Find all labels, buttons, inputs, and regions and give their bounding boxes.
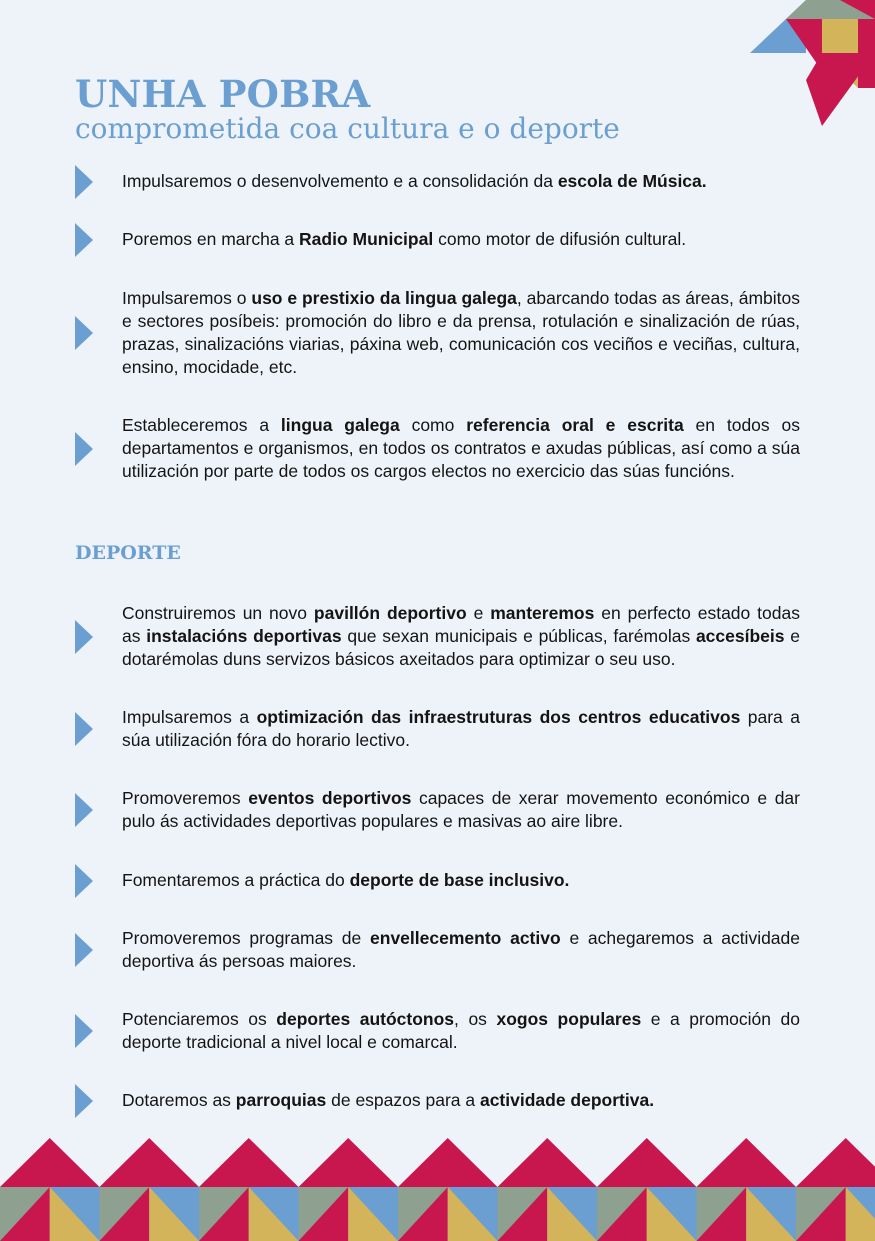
bold-text: actividade deportiva. — [479, 1090, 655, 1110]
text-segment: Estableceremos a — [122, 415, 281, 435]
page-title: UNHA POBRA — [75, 72, 371, 116]
triangle-bullet-icon — [75, 864, 93, 898]
item-text — [122, 787, 800, 833]
item-text — [122, 1089, 800, 1112]
text-segment: como — [399, 415, 467, 435]
item-text — [122, 1008, 800, 1054]
list-item — [75, 1008, 800, 1054]
text-segment: que sexan municipais e públicas, farémolas — [341, 626, 696, 646]
text-segment: Impulsaremos o — [122, 288, 252, 308]
list-item — [75, 602, 800, 671]
text-segment: e a promoción do deporte tradicional a nivel local e comarcal. — [122, 1009, 801, 1052]
text-segment: Promoveremos programas de — [122, 928, 371, 948]
list-item — [75, 787, 800, 833]
triangle-bullet-icon — [75, 620, 93, 654]
list-item — [75, 706, 800, 752]
item-text — [122, 228, 800, 251]
item-text — [122, 869, 800, 892]
list-item — [75, 414, 800, 483]
text-segment: capaces de xerar movemento económico e dar pulo ás actividades deportivas populares e masivas ao aire libre. — [122, 788, 800, 831]
triangle-bullet-icon — [75, 316, 93, 350]
bold-text: lingua galega — [280, 415, 400, 435]
text-segment: , abarcando todas as áreas, ámbitos e sectores posíbeis: promoción do libro e da prensa, rotulación e sinalización de rúas, prazas, sinalizacións viarias, páxina web, comunicación cos veciños e veciñas, cultura, ensino, mocidade, etc. — [122, 288, 801, 377]
bold-text: referencia oral e escrita — [466, 415, 684, 435]
text-segment: Impulsaremos a — [122, 707, 257, 727]
text-segment: , os — [454, 1009, 497, 1029]
bold-text: eventos deportivos — [248, 788, 412, 808]
text-segment: Potenciaremos os — [122, 1009, 277, 1029]
bold-text: accesíbeis — [695, 626, 785, 646]
item-text — [122, 602, 800, 671]
text-segment: Construiremos un novo — [122, 603, 314, 623]
bold-text: xogos populares — [496, 1009, 642, 1029]
item-text — [122, 706, 800, 752]
triangle-bullet-icon — [75, 223, 93, 257]
bold-text: Radio Municipal — [299, 229, 434, 249]
bold-text: manteremos — [490, 603, 595, 623]
text-segment: de espazos para a — [326, 1090, 480, 1110]
text-segment: en perfecto estado todas as — [122, 603, 800, 646]
triangle-bullet-icon — [75, 1014, 93, 1048]
text-segment: e achegaremos a actividade deportiva ás persoas maiores. — [122, 928, 801, 971]
text-segment: Impulsaremos o desenvolvemento e a consolidación da — [122, 171, 558, 191]
bold-text: escola de Música. — [557, 171, 707, 191]
bold-text: optimización das infraestruturas dos centros educativos — [256, 707, 741, 727]
list-item — [75, 1089, 800, 1112]
bold-text: uso e prestixio da lingua galega — [251, 288, 517, 308]
text-segment: Poremos en marcha a — [122, 229, 300, 249]
text-segment: Dotaremos as — [122, 1090, 236, 1110]
list-item — [75, 869, 800, 892]
text-segment: e — [466, 603, 491, 623]
triangle-bullet-icon — [75, 793, 93, 827]
triangle-bullet-icon — [75, 933, 93, 967]
text-segment: Promoveremos — [122, 788, 249, 808]
text-segment: para a súa utilización fóra do horario lectivo. — [122, 707, 800, 750]
bold-text: deportes autóctonos — [276, 1009, 455, 1029]
list-item — [75, 228, 800, 251]
item-text — [122, 287, 800, 379]
text-segment: Fomentaremos a práctica do — [122, 870, 350, 890]
bold-text: envellecemento activo — [370, 928, 561, 948]
bold-text: instalacións deportivas — [146, 626, 342, 646]
list-item — [75, 927, 800, 973]
section-title-deporte: DEPORTE — [75, 542, 181, 564]
bold-text: parroquias — [235, 1090, 327, 1110]
item-text — [122, 414, 800, 483]
text-segment: e dotarémolas duns servizos básicos axeitados para optimizar o seu uso. — [122, 626, 800, 669]
triangle-bullet-icon — [75, 165, 93, 199]
triangle-bullet-icon — [75, 1084, 93, 1118]
text-segment: como motor de difusión cultural. — [433, 229, 687, 249]
item-text — [122, 927, 800, 973]
page-subtitle: comprometida coa cultura e o deporte — [75, 112, 620, 145]
text-segment: en todos os departamentos e organismos, en todos os contratos e axudas públicas, así como a súa utilización por parte de todos os cargos electos no exercicio das súas funcións. — [122, 415, 800, 481]
bottom-decoration — [0, 1138, 875, 1241]
bold-text: pavillón deportivo — [313, 603, 467, 623]
triangle-bullet-icon — [75, 432, 93, 466]
item-text — [122, 170, 800, 193]
list-item — [75, 287, 800, 379]
triangle-bullet-icon — [75, 712, 93, 746]
bold-text: deporte de base inclusivo. — [349, 870, 570, 890]
list-item — [75, 170, 800, 193]
